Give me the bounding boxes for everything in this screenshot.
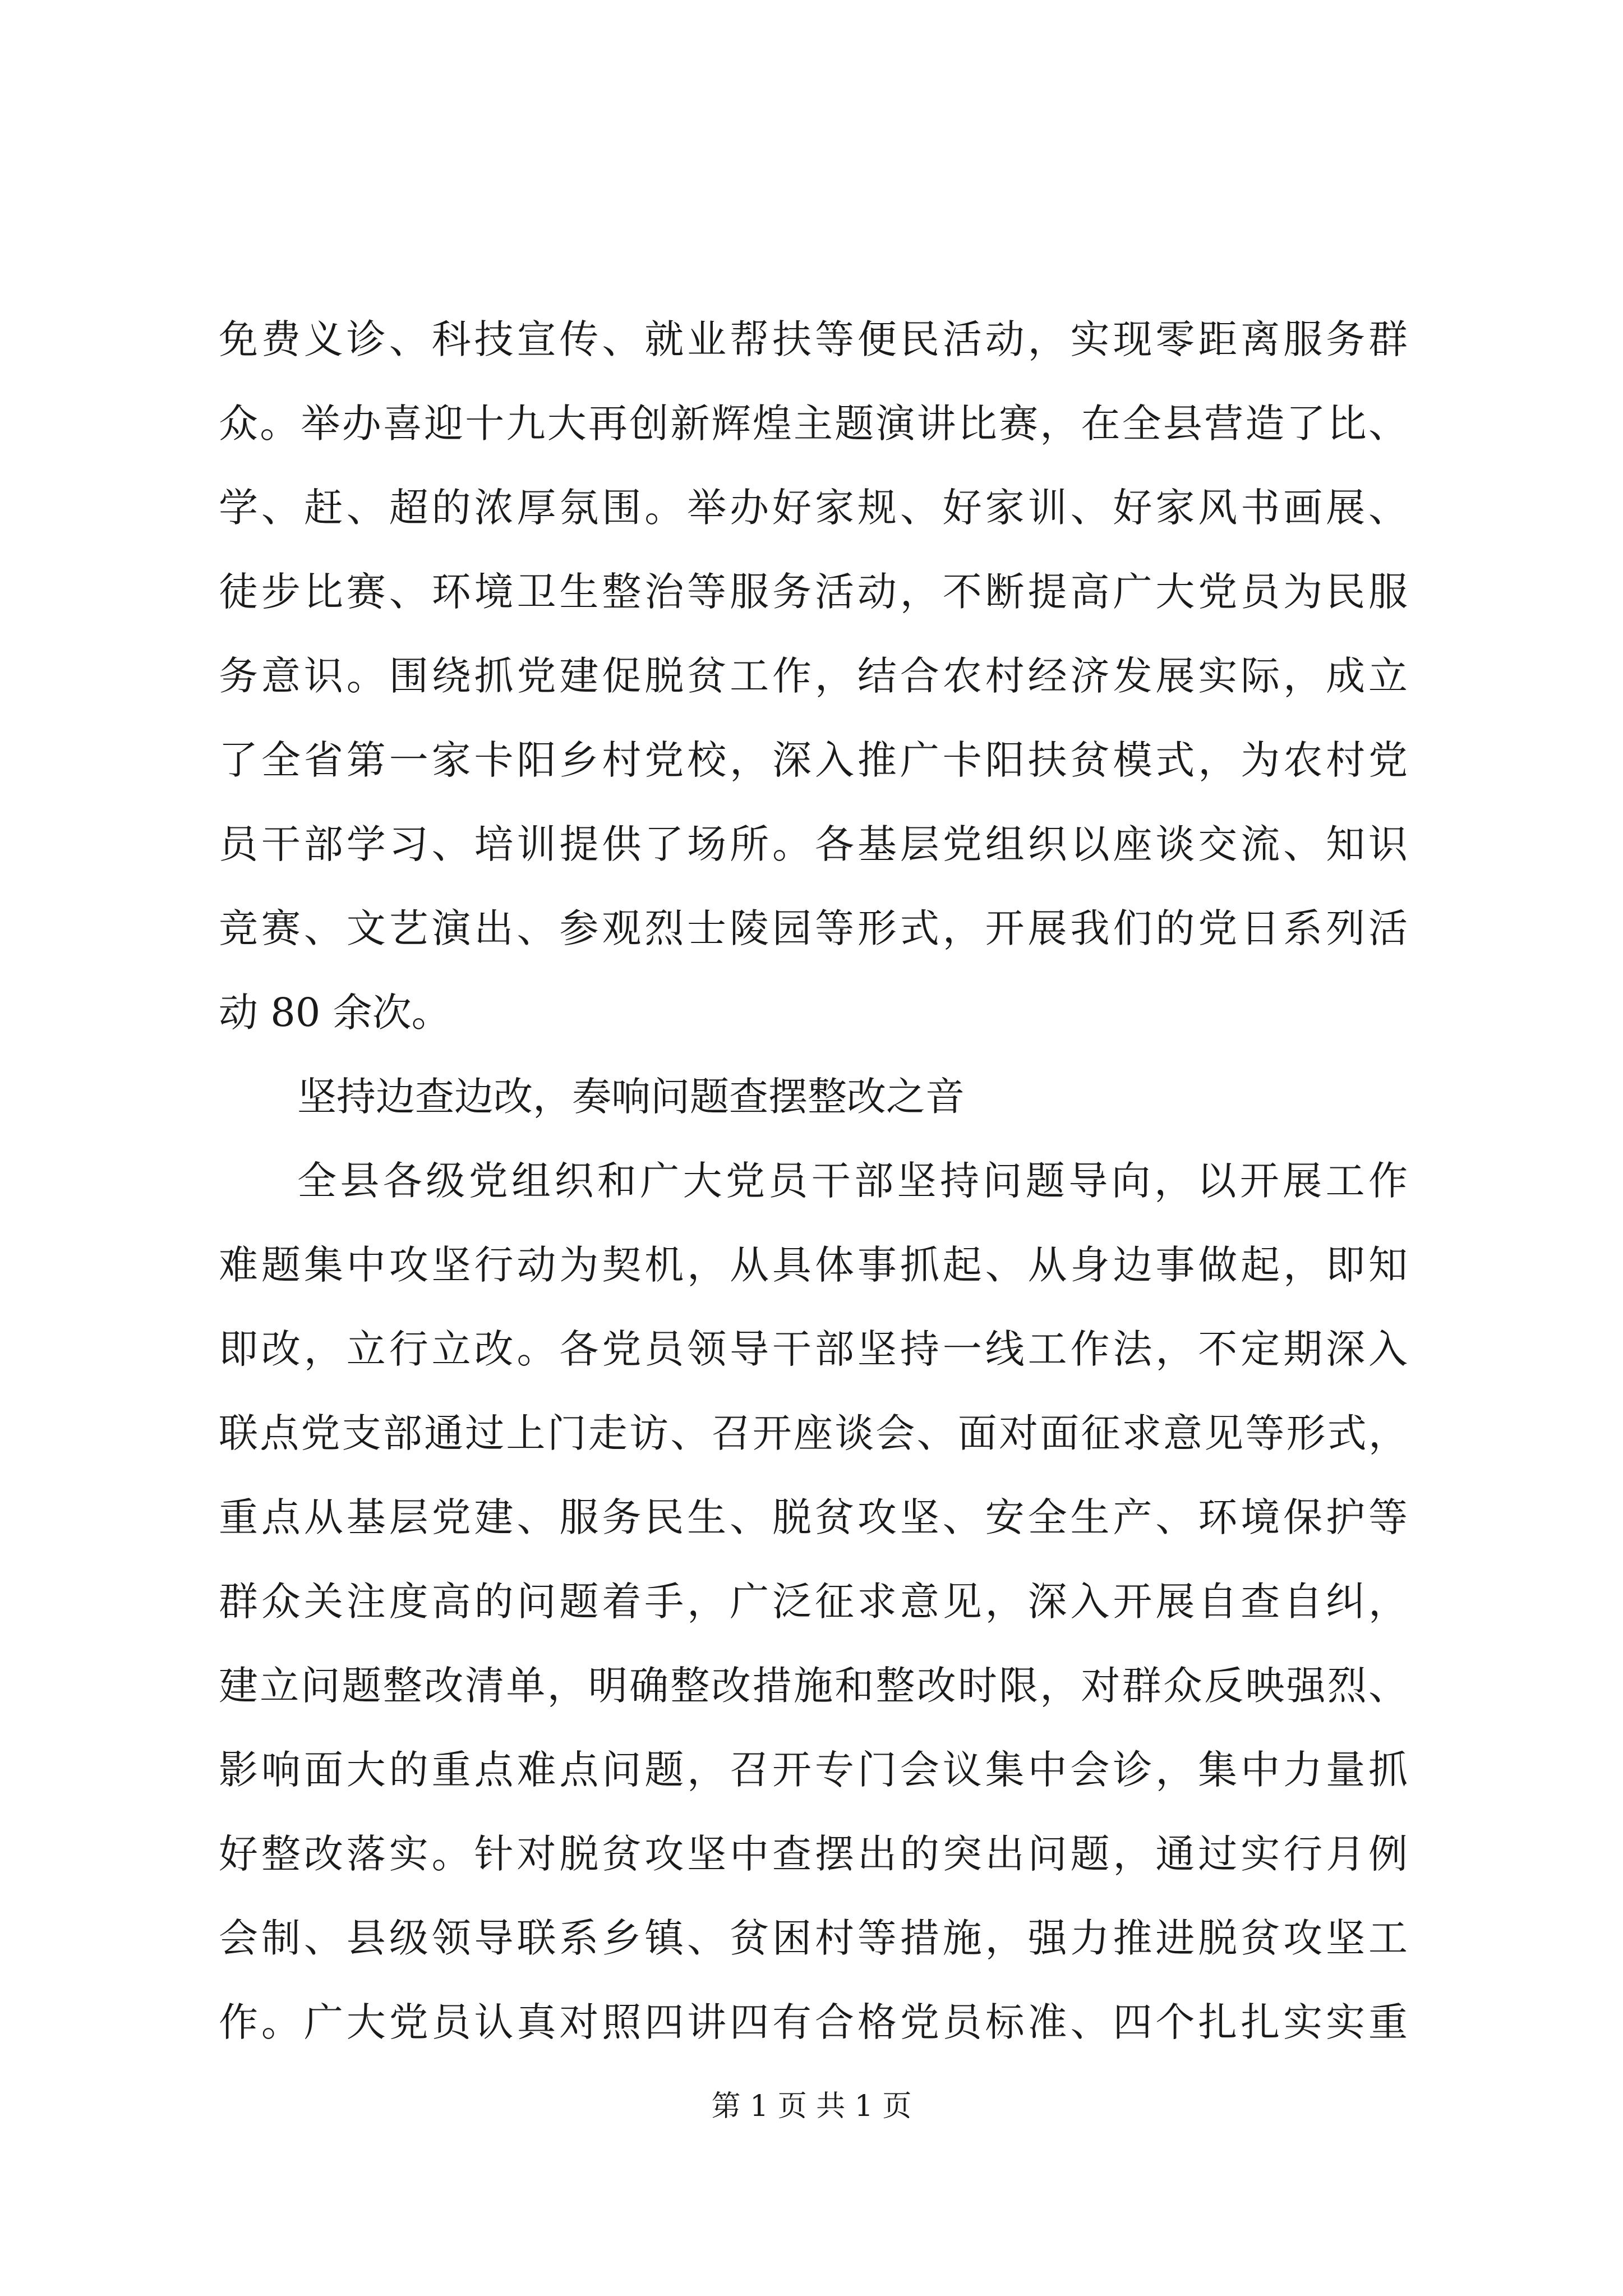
text-line: 员干部学习、培训提供了场所。各基层党组织以座谈交流、知识	[219, 821, 1408, 867]
text-line: 全县各级党组织和广大党员干部坚持问题导向，以开展工作	[297, 1158, 1408, 1204]
text-line: 建立问题整改清单，明确整改措施和整改时限，对群众反映强烈、	[219, 1663, 1408, 1709]
text-line: 众。举办喜迎十九大再创新辉煌主题演讲比赛，在全县营造了比、	[219, 401, 1408, 447]
text-line: 好整改落实。针对脱贫攻坚中查摆出的突出问题，通过实行月例	[219, 1831, 1408, 1877]
text-line: 群众关注度高的问题着手，广泛征求意见，深入开展自查自纠，	[219, 1579, 1408, 1625]
text-line: 学、赶、超的浓厚氛围。举办好家规、好家训、好家风书画展、	[219, 485, 1408, 531]
text-line: 难题集中攻坚行动为契机，从具体事抓起、从身边事做起，即知	[219, 1242, 1408, 1288]
text-line: 影响面大的重点难点问题，召开专门会议集中会诊，集中力量抓	[219, 1747, 1408, 1793]
body-text	[219, 297, 1408, 2064]
text-line: 重点从基层党建、服务民生、脱贫攻坚、安全生产、环境保护等	[219, 1494, 1408, 1540]
text-line: 会制、县级领导联系乡镇、贫困村等措施，强力推进脱贫攻坚工	[219, 1915, 1408, 1961]
page-footer: 第 1 页 共 1 页	[711, 2090, 912, 2123]
text-line: 联点党支部通过上门走访、召开座谈会、面对面征求意见等形式，	[219, 1410, 1408, 1456]
text-line: 即改，立行立改。各党员领导干部坚持一线工作法，不定期深入	[219, 1326, 1408, 1372]
text-line: 了全省第一家卡阳乡村党校，深入推广卡阳扶贫模式，为农村党	[219, 737, 1408, 783]
text-line: 动 80 余次。	[219, 990, 451, 1036]
section-heading: 坚持边查边改，奏响问题查摆整改之音	[297, 1074, 965, 1120]
text-line: 作。广大党员认真对照四讲四有合格党员标准、四个扎扎实实重	[219, 1999, 1408, 2045]
text-line: 务意识。围绕抓党建促脱贫工作，结合农村经济发展实际，成立	[219, 653, 1408, 699]
text-line: 竞赛、文艺演出、参观烈士陵园等形式，开展我们的党日系列活	[219, 905, 1408, 951]
text-line: 徒步比赛、环境卫生整治等服务活动，不断提高广大党员为民服	[219, 569, 1408, 615]
text-line: 免费义诊、科技宣传、就业帮扶等便民活动，实现零距离服务群	[219, 316, 1408, 362]
